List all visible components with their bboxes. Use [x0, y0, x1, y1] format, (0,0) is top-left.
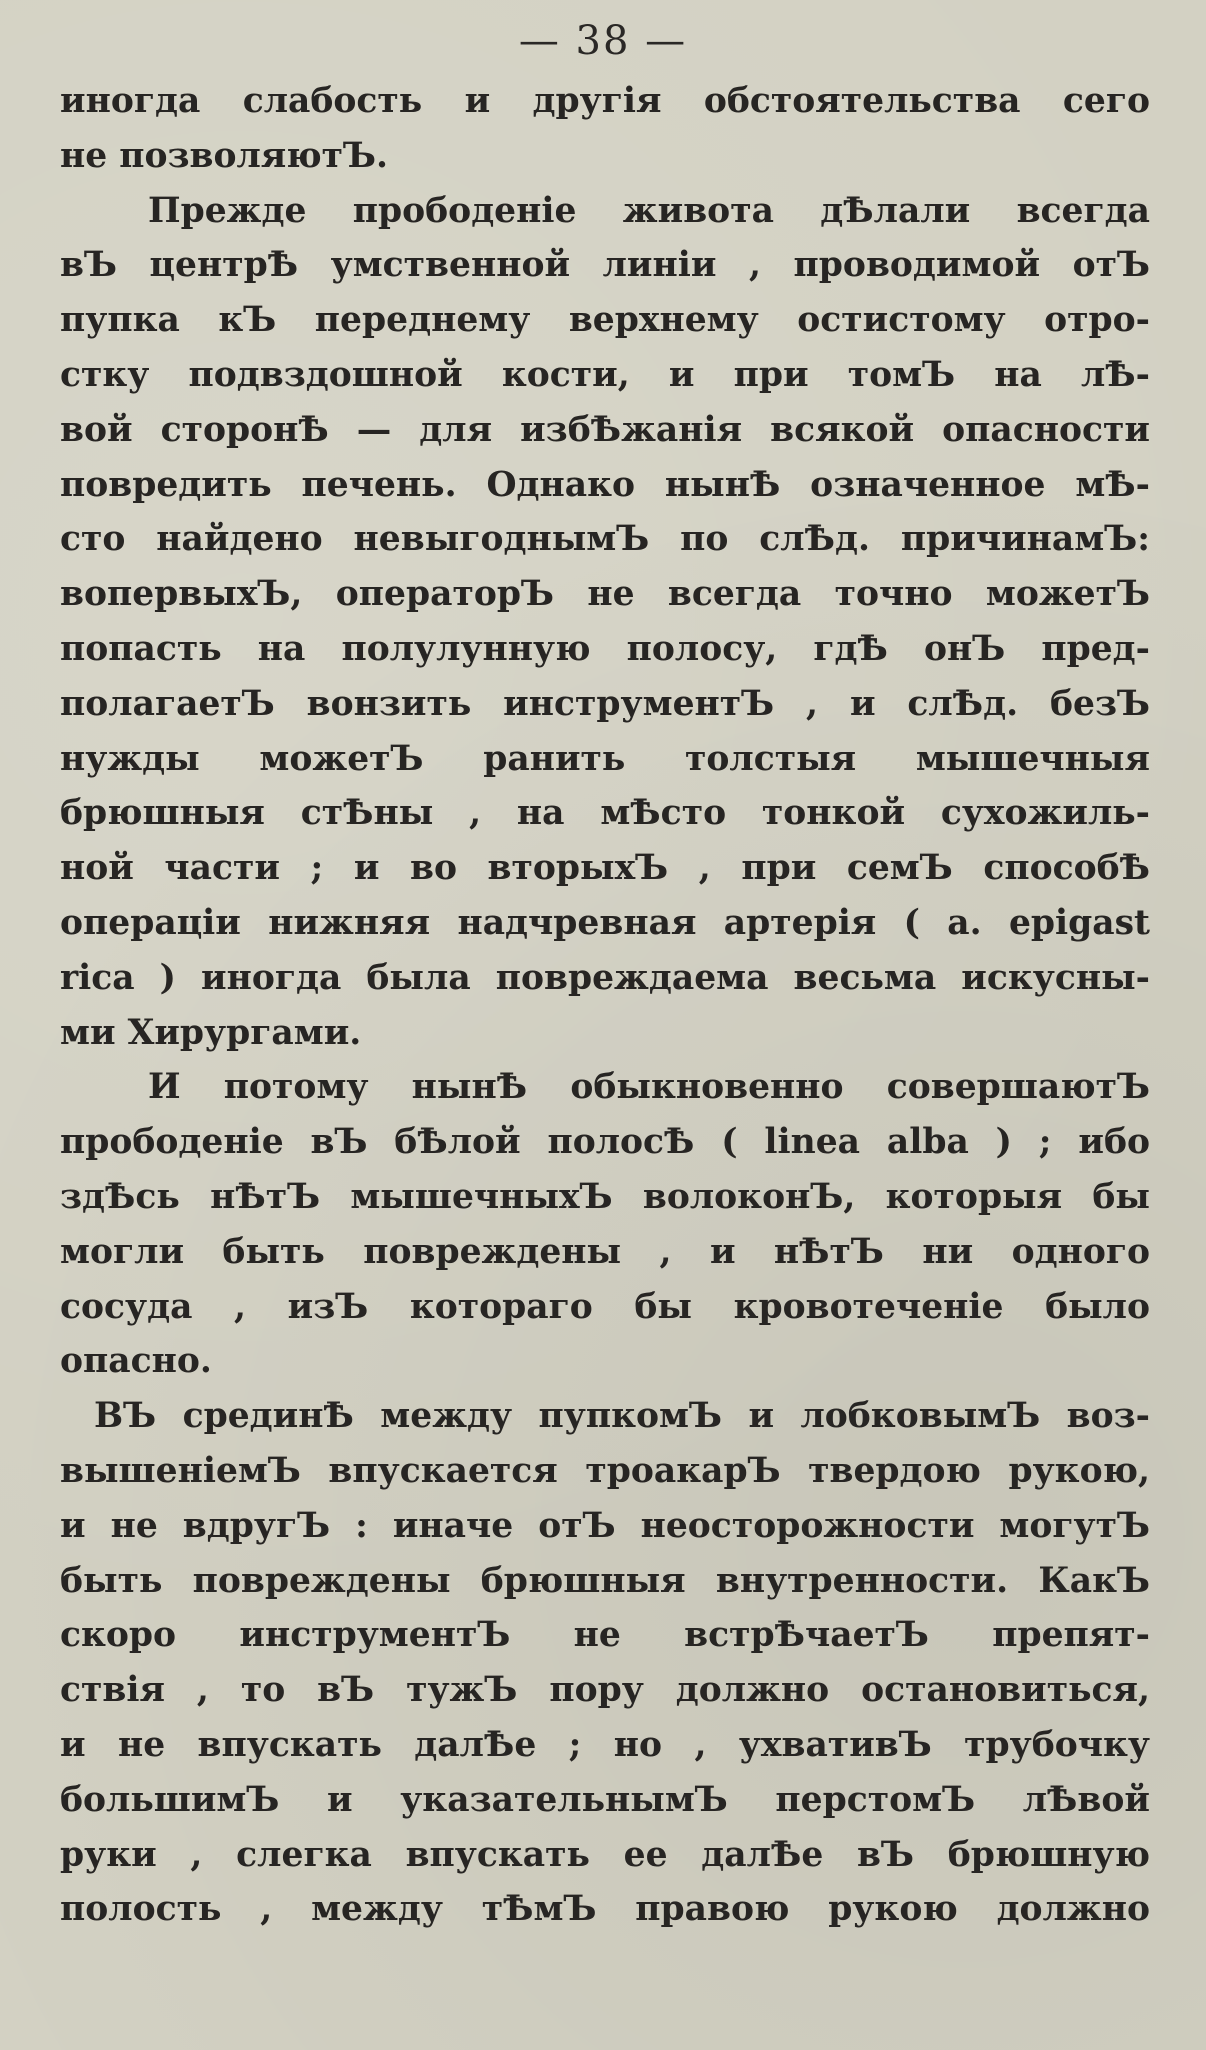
text-line: rica ) иногда была повреждаема весьма искусны-: [60, 957, 1150, 998]
text-line: опасно.: [60, 1341, 212, 1382]
page-number: — 38 —: [518, 18, 688, 64]
text-line: и не вдругЪ : иначе отЪ неосторожности могутЪ: [60, 1505, 1150, 1546]
text-line: могли быть повреждены , и нѢтЪ ни одного: [60, 1231, 1150, 1272]
text-line: большимЪ и указательнымЪ перстомЪ лѢвой: [60, 1779, 1150, 1820]
text-line: прободеніе вЪ бѢлой полосѢ ( linea alba ) ; ибо: [60, 1122, 1150, 1163]
text-line: повредить печень. Однако нынѢ означенное мѢ-: [60, 464, 1150, 505]
text-line: скоро инструментЪ не встрѢчаетЪ препят-: [60, 1615, 1150, 1656]
text-line: иногда слабость и другія обстоятельства сего: [60, 81, 1150, 121]
text-line: брюшныя стѢны , на мѢсто тонкой сухожиль-: [60, 793, 1150, 834]
text-line: нужды можетЪ ранить толстыя мышечныя: [60, 738, 1150, 779]
text-line: И потому нынѢ обыкновенно совершаютЪ: [148, 1067, 1150, 1108]
body-text: [60, 74, 1150, 1937]
text-line: полагаетЪ вонзить инструментЪ , и слѢд. безЪ: [60, 683, 1150, 724]
text-line: быть повреждены брюшныя внутренности. КакЪ: [60, 1560, 1150, 1601]
text-line: не позволяютЪ.: [60, 135, 389, 176]
text-line: сосуда , изЪ котораго бы кровотеченіе было: [60, 1286, 1150, 1327]
text-line: руки , слегка впускать ее далѢе вЪ брюшную: [60, 1834, 1150, 1875]
text-line: ствія , то вЪ тужЪ пору должно остановиться,: [60, 1670, 1150, 1711]
text-line: ной части ; и во вторыхЪ , при семЪ способѢ: [60, 848, 1150, 889]
text-line: и не впускать далѢе ; но , ухвативЪ трубочку: [60, 1724, 1150, 1765]
text-line: сто найдено невыгоднымЪ по слѢд. причинамЪ:: [60, 519, 1150, 560]
text-line: здѢсь нѢтЪ мышечныхЪ волоконЪ, которыя бы: [60, 1176, 1150, 1217]
text-line: вЪ центрѢ умственной линіи , проводимой отЪ: [60, 245, 1150, 286]
text-line: ВЪ срединѢ между пупкомЪ и лобковымЪ воз-: [94, 1396, 1150, 1437]
text-line: ми Хирургами.: [60, 1012, 362, 1053]
text-line: операціи нижняя надчревная артерія ( a. epigast: [60, 902, 1150, 943]
text-line: пупка кЪ переднему верхнему остистому отро-: [60, 300, 1150, 341]
text-line: стку подвздошной кости, и при томЪ на лѢ-: [60, 354, 1150, 395]
text-line: Прежде прободеніе живота дѢлали всегда: [148, 190, 1150, 231]
text-line: вой сторонѢ — для избѢжанія всякой опасности: [60, 409, 1150, 450]
text-line: попасть на полулунную полосу, гдѢ онЪ пред-: [60, 628, 1150, 669]
text-line: полость , между тѢмЪ правою рукою должно: [60, 1889, 1150, 1930]
text-line: вышеніемЪ впускается троакарЪ твердою рукою,: [60, 1450, 1150, 1491]
text-line: вопервыхЪ, операторЪ не всегда точно можетЪ: [60, 574, 1150, 615]
